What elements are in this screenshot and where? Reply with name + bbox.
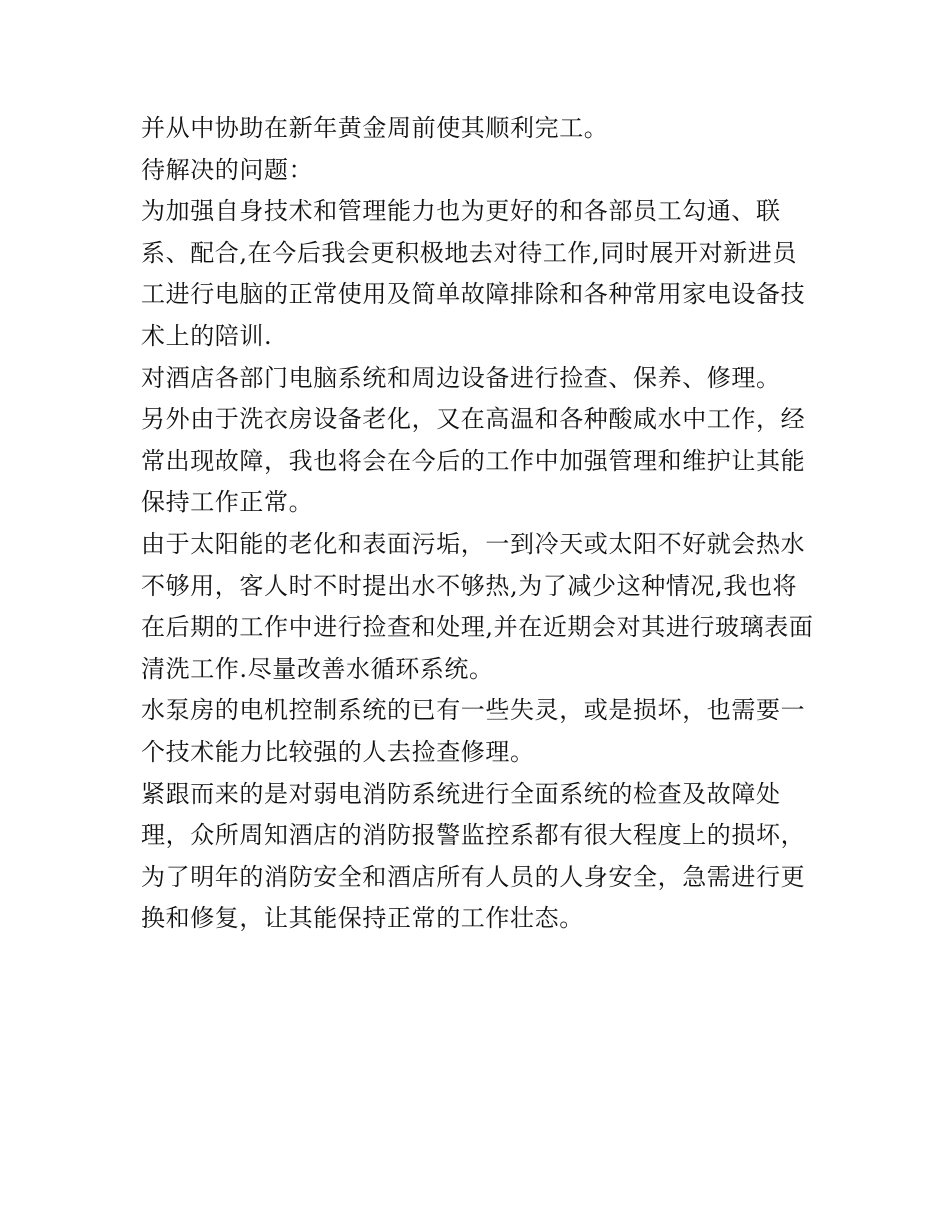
paragraph-7: 水泵房的电机控制系统的已有一些失灵，或是损坏，也需要一个技术能力比较强的人去捡查修理。 xyxy=(141,696,806,766)
paragraph-5: 另外由于洗衣房设备老化，又在高温和各种酸咸水中工作，经常出现故障，我也将会在今后的工作中加强管理和维护让其能保持工作正常。 xyxy=(141,405,806,517)
paragraph-3: 为加强自身技术和管理能力也为更好的和各部员工勾通、联系、配合,在今后我会更积极地去对待工作,同时展开对新进员工进行电脑的正常使用及简单故障排除和各种常用家电设备技术上的陪训. xyxy=(141,197,806,350)
document-body xyxy=(141,108,821,940)
paragraph-2-heading: 待解决的问题： xyxy=(141,155,314,184)
paragraph-4: 对酒店各部门电脑系统和周边设备进行捡查、保养、修理。 xyxy=(141,363,781,392)
paragraph-6: 由于太阳能的老化和表面污垢，一到冷天或太阳不好就会热水不够用，客人时不时提出水不够热,为了减少这种情况,我也将在后期的工作中进行捡查和处理,并在近期会对其进行玻璃表面清洗工作.尽量改善水循环系统。 xyxy=(141,529,814,683)
paragraph-1: 并从中协助在新年黄金周前使其顺利完工。 xyxy=(141,114,609,142)
paragraph-8: 紧跟而来的是对弱电消防系统进行全面系统的检查及故障处理，众所周知酒店的消防报警监控系都有很大程度上的损坏，为了明年的消防安全和酒店所有人员的人身安全，急需进行更换和修复，让其能保持正常的工作壮态。 xyxy=(141,779,806,933)
